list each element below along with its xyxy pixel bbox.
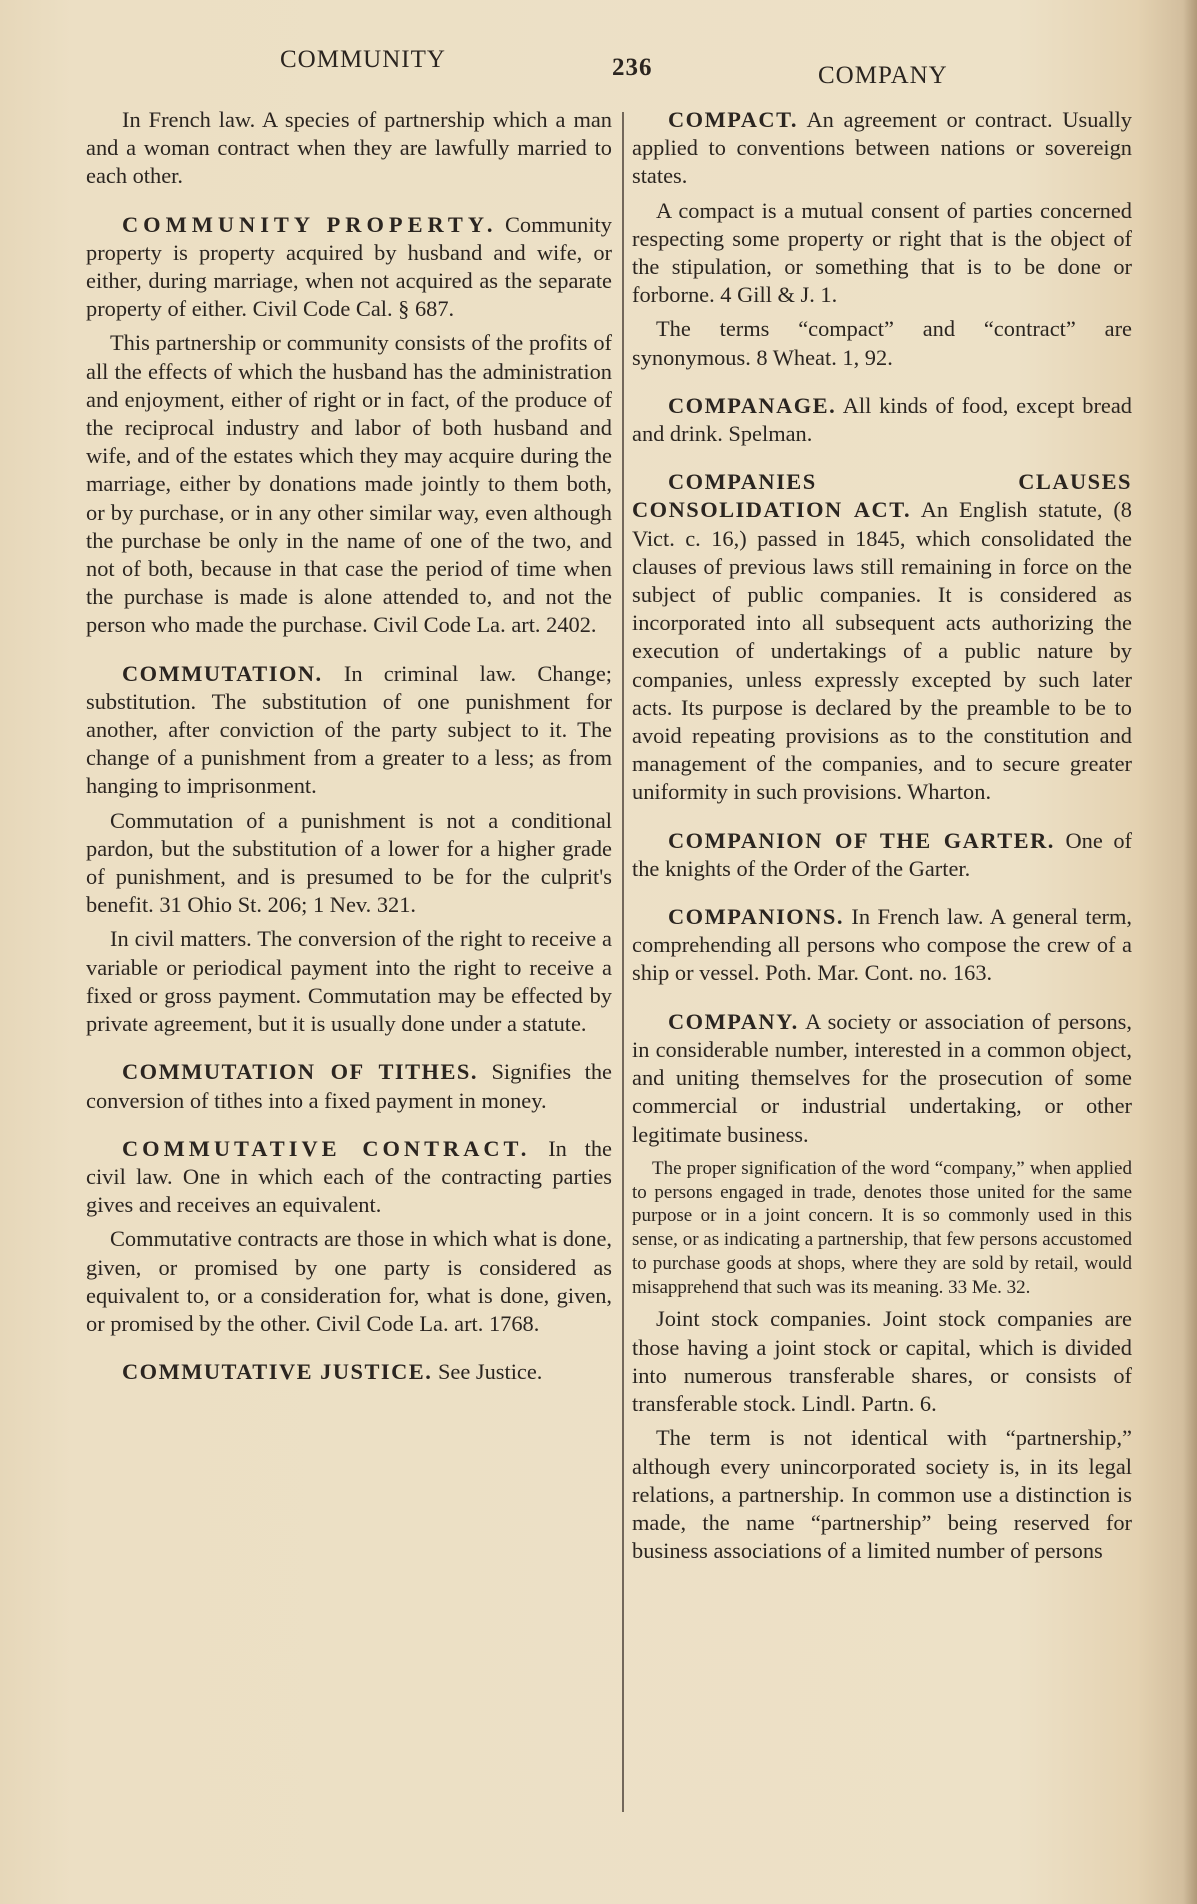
header-left-guide-word: COMMUNITY	[280, 46, 446, 73]
page-number: 236	[612, 54, 653, 81]
entry-definition: An English statute, (8 Vict. c. 16,) passed in 1845, which consolidated the clauses of previous laws still remaining in force on the subject of public companies. It is considered as incorporated into all subsequent acts authorizing the execution of undertakings of a public nature by companies, unless expressly excepted by such later acts. Its purpose is declared by the preamble to be to avoid repeating provisions as to the constitution and management of the companies, and to secure greater uniformity in such provisions. Wharton.	[632, 497, 1132, 805]
entry-community-property	[86, 211, 612, 640]
entry-term: COMMUTATION.	[122, 660, 323, 686]
entry-term: COMPANIONS.	[668, 904, 844, 930]
left-column	[86, 106, 612, 1406]
entry-term: COMMUTATION OF TITHES.	[122, 1059, 478, 1085]
entry-definition: In the civil law. One in which each of the contracting parties gives and receives an equivalent.	[86, 1135, 612, 1218]
right-column	[632, 106, 1132, 1585]
cross-reference: See Justice.	[437, 1359, 543, 1385]
entry-subparagraph: Commutation of a punishment is not a conditional pardon, but the substitution of a lower for a higher grade of punishment, and is presumed to be for the culprit's benefit. 31 Ohio St. 206; 1 Nev. 321.	[86, 807, 612, 918]
entry-commutative-justice	[86, 1358, 612, 1386]
entry-definition: All kinds of food, except bread and drink. Spelman.	[632, 392, 1132, 447]
entry-small-print-note: The proper signification of the word “company,” when applied to persons engaged in trade, denotes those united for the same purpose or in a joint concern. It is so commonly used in this sense, or as indicating a partnership, that few persons accustomed to purchase goods at shops, where they are sold by retail, would misapprehend that such was its meaning. 33 Me. 32.	[632, 1157, 1132, 1298]
entry-subparagraph: A compact is a mutual consent of parties concerned respecting some property or right that is the object of the stipulation, or something that is to be done or forborne. 4 Gill & J. 1.	[632, 197, 1132, 308]
entry-term: COMMUNITY PROPERTY.	[122, 211, 498, 237]
entry-term: COMMUTATIVE CONTRACT.	[122, 1135, 531, 1161]
entry-term: COMPANIES CLAUSES CONSOLIDATION ACT.	[632, 469, 1132, 523]
entry-subparagraph: In civil matters. The conversion of the right to receive a variable or periodical payment into the right to receive a fixed or gross payment. Commutation may be effected by private agreement, but it is usually done under a statute.	[86, 926, 612, 1037]
entry-definition: Community property is property acquired by husband and wife, or either, during marriage, when not acquired as the separate property of either. Civil Code Cal. § 687.	[86, 211, 612, 322]
entry-term: COMPACT.	[668, 107, 798, 132]
entry-company	[632, 1008, 1132, 1566]
entry-commutative-contract	[86, 1135, 612, 1338]
entry-definition: An agreement or contract. Usually applied to conventions between nations or sovereign states.	[632, 107, 1132, 189]
entry-term: COMPANAGE.	[668, 392, 837, 418]
column-divider	[622, 112, 624, 1812]
entry-compact	[632, 106, 1132, 372]
entry-companions	[632, 903, 1132, 988]
entry-definition: One of the knights of the Order of the Garter.	[632, 827, 1132, 881]
entry-term: COMMUTATIVE JUSTICE.	[122, 1359, 433, 1385]
header-right-guide-word: COMPANY	[818, 62, 948, 89]
entry-subparagraph: Commutative contracts are those in which what is done, given, or promised by one party is considered as equivalent to, or a consideration for, what is done, given, or promised by the other. Civil Code La. art. 1768.	[86, 1226, 612, 1336]
entry-subparagraph: This partnership or community consists of the profits of all the effects of which the husband has the administration and enjoyment, either of right or in fact, of the produce of the reciprocal industry and labor of both husband and wife, and of the estates which they may acquire during the marriage, either by donations made jointly to them both, or by purchase, or in any other similar way, even although the purchase be only in the name of one of the two, and not of both, because in that case the period of time when the purchase is made is alone attended to, and not the person who made the purchase. Civil Code La. art. 2402.	[86, 330, 612, 638]
entry-text: In French law. A species of partnership which a man and a woman contract when they are lawfully married to each other.	[86, 107, 612, 189]
entry-definition: In French law. A general term, comprehending all persons who compose the crew of a ship or vessel. Poth. Mar. Cont. no. 163.	[632, 904, 1132, 986]
entry-subparagraph: The terms “compact” and “contract” are synonymous. 8 Wheat. 1, 92.	[632, 316, 1132, 370]
entry-definition: Signifies the conversion of tithes into a fixed payment in money.	[86, 1059, 612, 1113]
entry-definition: A society or association of persons, in considerable number, interested in a common object, and uniting themselves for the prosecution of some commercial or industrial undertaking, or other legitimate business.	[632, 1008, 1132, 1147]
entry-companies-clauses-consolidation-act	[632, 468, 1132, 806]
entry-definition: In criminal law. Change; substitution. The substitution of one punishment for another, after conviction of the party subject to it. The change of a punishment from a greater to a less; as from hanging to imprisonment.	[86, 660, 612, 799]
entry-term: COMPANION OF THE GARTER.	[668, 827, 1055, 853]
entry-subparagraph: The term is not identical with “partnership,” although every unincorporated society is, in its legal relations, a partnership. In common use a distinction is made, the name “partnership” being reserved for business associations of a limited number of persons	[632, 1425, 1132, 1564]
entry-community-continued	[86, 106, 612, 191]
entry-companage	[632, 392, 1132, 448]
entry-commutation	[86, 660, 612, 1039]
entry-subparagraph: Joint stock companies. Joint stock companies are those having a joint stock or capital, which is divided into numerous transferable shares, or consists of transferable stock. Lindl. Partn. 6.	[632, 1306, 1132, 1417]
entry-companion-of-the-garter	[632, 827, 1132, 883]
entry-term: COMPANY.	[668, 1008, 799, 1034]
entry-commutation-of-tithes	[86, 1058, 612, 1114]
